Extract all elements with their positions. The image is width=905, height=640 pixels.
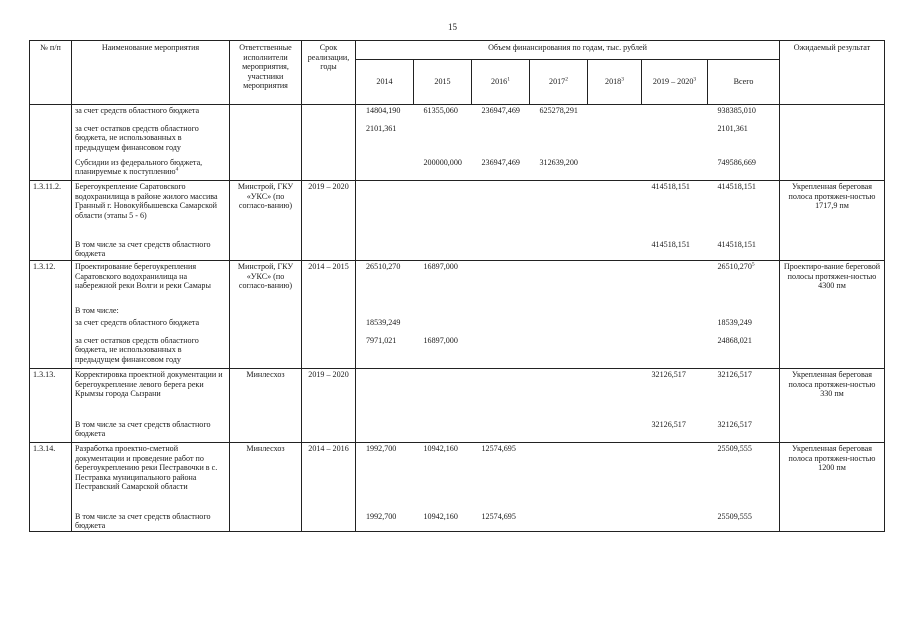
cell-2016 xyxy=(472,261,530,305)
cell-2014 xyxy=(356,157,414,181)
cell-2014 xyxy=(356,419,414,443)
cell-2016 xyxy=(472,239,530,261)
cell-term xyxy=(302,317,356,335)
cell-term xyxy=(302,305,356,317)
cell-num xyxy=(30,317,72,335)
cell-2014: 1992,700 xyxy=(356,443,414,511)
cell-result xyxy=(780,305,885,317)
cell-result: Укрепленная береговая полоса протяжен-ностью 330 пм xyxy=(780,369,885,419)
cell-term xyxy=(302,123,356,157)
cell-2014 xyxy=(356,305,414,317)
cell-2018 xyxy=(588,123,642,157)
cell-total: 18539,249 xyxy=(708,317,780,335)
cell-result xyxy=(780,157,885,181)
table-row xyxy=(30,123,885,157)
cell-result xyxy=(780,317,885,335)
header-term: Срок реализации, годы xyxy=(302,41,356,105)
cell-2015 xyxy=(414,181,472,239)
cell-2014 xyxy=(356,369,414,419)
cell-total: 25509,555 xyxy=(708,511,780,532)
cell-2019-2020: 32126,517 xyxy=(642,369,708,419)
cell-2017 xyxy=(530,305,588,317)
cell-responsible xyxy=(230,105,302,123)
cell-2019-2020 xyxy=(642,305,708,317)
cell-result: Укрепленная береговая полоса протяжен-ностью 1717,9 пм xyxy=(780,181,885,239)
cell-2015 xyxy=(414,239,472,261)
cell-total: 414518,151 xyxy=(708,181,780,239)
cell-responsible xyxy=(230,305,302,317)
cell-name: Разработка проектно-сметной документации и проведение работ по берегоукреплению реки Пестравочки в с. Пестравка муниципального района Пестравский Самарской области xyxy=(72,443,230,511)
cell-2018 xyxy=(588,105,642,123)
cell-num xyxy=(30,305,72,317)
table-body xyxy=(30,105,885,532)
table-row xyxy=(30,511,885,532)
table-row xyxy=(30,239,885,261)
cell-2015: 200000,000 xyxy=(423,157,462,167)
cell-responsible xyxy=(230,335,302,369)
cell-2018 xyxy=(588,317,642,335)
cell-2019-2020 xyxy=(642,261,708,305)
cell-2017 xyxy=(530,239,588,261)
cell-2017 xyxy=(530,369,588,419)
table-row xyxy=(30,317,885,335)
cell-responsible: Минлесхоз xyxy=(230,443,302,511)
cell-num xyxy=(30,511,72,532)
cell-name: Субсидии из федерального бюджета, планируемые к поступлению$^4$ xyxy=(72,157,230,181)
table-row xyxy=(30,369,885,419)
cell-2017: 312639,200 xyxy=(539,157,578,167)
cell-2015: 10942,160 xyxy=(414,511,472,532)
cell-2018 xyxy=(588,443,642,511)
cell-2016 xyxy=(472,419,530,443)
cell-2019-2020 xyxy=(642,317,708,335)
header-year-2015: 2015 xyxy=(414,60,472,105)
cell-term xyxy=(302,157,356,181)
cell-name: В том числе за счет средств областного бюджета xyxy=(72,511,230,532)
cell-total: 25509,555 xyxy=(708,443,780,511)
cell-2017 xyxy=(530,261,588,305)
header-year-2019-2020: 2019 – 2020$^3$ xyxy=(642,60,708,105)
cell-result xyxy=(780,239,885,261)
cell-2019-2020: 32126,517 xyxy=(651,419,686,429)
cell-2014: 2101,361 xyxy=(356,123,414,157)
header-year-2018: 2018$^3$ xyxy=(588,60,642,105)
cell-term: 2019 – 2020 xyxy=(302,181,356,239)
cell-2015 xyxy=(414,305,472,317)
cell-2017 xyxy=(530,181,588,239)
cell-2015 xyxy=(414,369,472,419)
cell-responsible: Минстрой, ГКУ «УКС» (по согласо-ванию) xyxy=(230,181,302,239)
cell-name: В том числе за счет средств областного бюджета xyxy=(72,419,230,443)
cell-name: за счет остатков средств областного бюджета, не использованных в предыдущем финансовом году xyxy=(72,335,230,369)
cell-result: Проектиро-вание береговой полосы протяжен-ностью 4300 пм xyxy=(780,261,885,305)
cell-2017 xyxy=(530,419,588,443)
cell-2019-2020 xyxy=(642,105,708,123)
cell-2017 xyxy=(530,317,588,335)
cell-responsible xyxy=(230,419,302,443)
cell-2016 xyxy=(472,305,530,317)
cell-responsible xyxy=(230,511,302,532)
table-header xyxy=(30,41,885,105)
cell-2016: 12574,695 xyxy=(472,511,530,532)
header-year-2017: 2017$^2$ xyxy=(530,60,588,105)
cell-2016 xyxy=(472,181,530,239)
cell-2018 xyxy=(588,419,642,443)
cell-2014: 7971,021 xyxy=(356,335,414,369)
cell-name: за счет средств областного бюджета xyxy=(72,105,230,123)
cell-responsible: Минстрой, ГКУ «УКС» (по согласо-ванию) xyxy=(230,261,302,305)
page-number: 15 xyxy=(448,22,457,32)
cell-total: 414518,151 xyxy=(708,239,780,261)
cell-2019-2020 xyxy=(642,443,708,511)
cell-2019-2020 xyxy=(642,511,708,532)
cell-2015 xyxy=(414,317,472,335)
cell-term xyxy=(302,335,356,369)
cell-2014: 1992,700 xyxy=(356,511,414,532)
cell-total xyxy=(708,305,780,317)
cell-num xyxy=(30,335,72,369)
cell-responsible xyxy=(230,123,302,157)
cell-2017 xyxy=(530,511,588,532)
cell-2015: 61355,060 xyxy=(423,106,458,115)
cell-result xyxy=(780,123,885,157)
cell-2014 xyxy=(356,239,414,261)
cell-num xyxy=(30,419,72,443)
cell-total: 24868,021 xyxy=(708,335,780,369)
cell-2014: 26510,270 xyxy=(356,261,414,305)
cell-responsible xyxy=(230,239,302,261)
cell-num xyxy=(30,157,72,181)
cell-result xyxy=(780,335,885,369)
cell-2016 xyxy=(472,123,530,157)
cell-name: Проектирование берегоукрепления Саратовского водохранилища на набережной реки Волги и реки Самары xyxy=(72,261,230,305)
cell-num: 1.3.12. xyxy=(30,261,72,305)
table-row xyxy=(30,419,885,443)
cell-num: 1.3.11.2. xyxy=(30,181,72,239)
cell-2018 xyxy=(588,335,642,369)
cell-responsible: Минлесхоз xyxy=(230,369,302,419)
cell-num: 1.3.13. xyxy=(30,369,72,419)
cell-2017 xyxy=(530,443,588,511)
cell-result: Укрепленная береговая полоса протяжен-ностью 1200 пм xyxy=(780,443,885,511)
cell-2016 xyxy=(472,369,530,419)
cell-term: 2014 – 2016 xyxy=(302,443,356,511)
cell-2018 xyxy=(588,181,642,239)
cell-2019-2020 xyxy=(642,157,708,181)
cell-num: 1.3.14. xyxy=(30,443,72,511)
cell-total: 26510,270$^5$ xyxy=(708,261,780,305)
cell-2018 xyxy=(588,239,642,261)
cell-2016 xyxy=(472,335,530,369)
table-row xyxy=(30,181,885,239)
cell-total: 749586,669 xyxy=(708,157,780,181)
cell-2018 xyxy=(588,157,642,181)
cell-name: Корректировка проектной документации и берегоукрепление левого берега реки Крымзы города Сызрани xyxy=(72,369,230,419)
table-row xyxy=(30,261,885,305)
cell-responsible xyxy=(230,157,302,181)
cell-name: за счет остатков средств областного бюджета, не использованных в предыдущем финансовом году xyxy=(72,123,230,157)
cell-2019-2020: 414518,151 xyxy=(642,181,708,239)
header-name: Наименование мероприятия xyxy=(72,41,230,105)
cell-name: В том числе за счет средств областного бюджета xyxy=(72,239,230,261)
cell-2019-2020 xyxy=(642,335,708,369)
cell-result xyxy=(780,105,885,123)
cell-total: 32126,517 xyxy=(708,419,780,443)
cell-total: 938385,010 xyxy=(708,105,780,123)
table-row xyxy=(30,335,885,369)
cell-2017: 625278,291 xyxy=(539,106,578,115)
cell-responsible xyxy=(230,317,302,335)
cell-term xyxy=(302,419,356,443)
cell-name: В том числе: xyxy=(72,305,230,317)
cell-2016 xyxy=(472,317,530,335)
cell-2015: 10942,160 xyxy=(414,443,472,511)
cell-2017 xyxy=(530,123,588,157)
cell-2014: 14804,190 xyxy=(356,105,414,123)
header-finance-group: Объем финансирования по годам, тыс. рублей xyxy=(356,41,780,60)
cell-num xyxy=(30,123,72,157)
cell-term: 2014 – 2015 xyxy=(302,261,356,305)
cell-result xyxy=(780,511,885,532)
cell-2017 xyxy=(530,335,588,369)
cell-term: 2019 – 2020 xyxy=(302,369,356,419)
header-num: № п/п xyxy=(30,41,72,105)
cell-name: за счет средств областного бюджета xyxy=(72,317,230,335)
header-responsible: Ответственные исполнители мероприятия, участники мероприятия xyxy=(230,41,302,105)
cell-term xyxy=(302,105,356,123)
cell-name: Берегоукрепление Саратовского водохранилища в районе жилого массива Гранный г. Новокуйбышевска Самарской области (этапы 5 - 6) xyxy=(72,181,230,239)
cell-2015: 16897,000 xyxy=(414,261,472,305)
cell-2015 xyxy=(414,419,472,443)
header-year-2016: 2016$^1$ xyxy=(472,60,530,105)
cell-total: 2101,361 xyxy=(708,123,780,157)
cell-2015 xyxy=(414,123,472,157)
cell-2018 xyxy=(588,511,642,532)
cell-num xyxy=(30,239,72,261)
cell-2019-2020 xyxy=(642,123,708,157)
cell-2016: 236947,469 xyxy=(481,157,520,167)
cell-2016: 12574,695 xyxy=(472,443,530,511)
cell-term xyxy=(302,511,356,532)
cell-2018 xyxy=(588,261,642,305)
cell-2018 xyxy=(588,305,642,317)
table-row xyxy=(30,305,885,317)
cell-num xyxy=(30,105,72,123)
header-total: Всего xyxy=(708,60,780,105)
cell-2016: 236947,469 xyxy=(481,106,520,115)
table-row xyxy=(30,157,885,181)
cell-2015: 16897,000 xyxy=(423,335,458,345)
table-row xyxy=(30,443,885,511)
cell-term xyxy=(302,239,356,261)
cell-total: 32126,517 xyxy=(708,369,780,419)
financing-table xyxy=(29,40,885,532)
header-result: Ожидаемый результат xyxy=(780,41,885,105)
cell-2019-2020: 414518,151 xyxy=(651,239,690,249)
header-year-2014: 2014 xyxy=(356,60,414,105)
cell-2014: 18539,249 xyxy=(356,317,414,335)
cell-result xyxy=(780,419,885,443)
cell-2014 xyxy=(356,181,414,239)
cell-2018 xyxy=(588,369,642,419)
table-row xyxy=(30,105,885,123)
